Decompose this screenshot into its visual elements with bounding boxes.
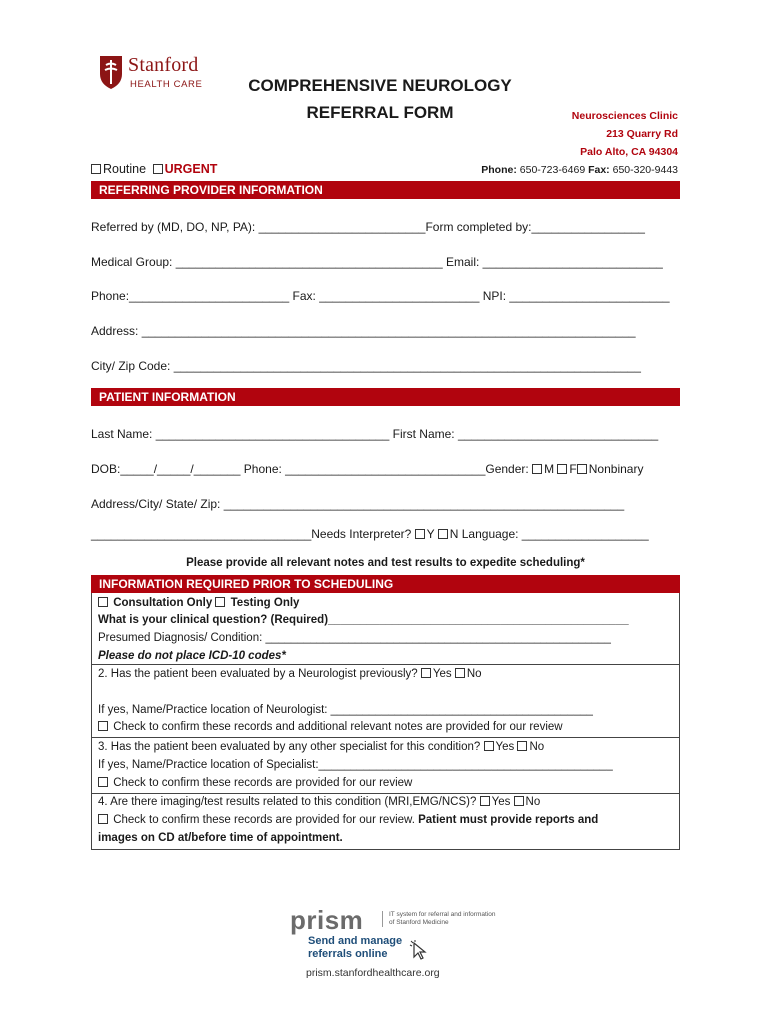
logo-word-healthcare: HEALTH CARE	[130, 79, 203, 90]
q3-location-field[interactable]: If yes, Name/Practice location of Specialist:______________________________________________	[98, 759, 613, 771]
stanford-shield-icon	[98, 54, 124, 90]
q3-yes-label: Yes	[495, 741, 518, 753]
gender-m-label: M	[544, 462, 558, 476]
q2-no-label: No	[466, 668, 482, 680]
interpreter-yes-checkbox[interactable]	[415, 529, 425, 539]
q2-confirm-checkbox[interactable]	[98, 721, 108, 731]
prism-wordmark: prism	[290, 905, 364, 935]
prism-tagline: IT system for referral and information of Stanford Medicine	[382, 911, 499, 927]
testing-checkbox[interactable]	[215, 597, 225, 607]
q4-yes-checkbox[interactable]	[480, 796, 490, 806]
routine-checkbox[interactable]	[91, 164, 101, 174]
q4-text: 4. Are there imaging/test results related to this condition (MRI,EMG/NCS)?	[98, 796, 480, 808]
clinic-name: Neurosciences Clinic	[571, 110, 678, 122]
q4-check-row	[98, 814, 598, 826]
q4-bold-note: Patient must provide reports and	[418, 814, 599, 826]
patient-dob-row	[91, 462, 643, 476]
prism-logo[interactable]	[290, 905, 496, 985]
diagnosis-field[interactable]: Presumed Diagnosis/ Condition: ______________________________________________________	[98, 632, 611, 644]
interpreter-row	[91, 527, 649, 541]
consult-label: Consultation Only	[113, 597, 213, 609]
q4-confirm-label: Check to confirm these records are provided for our review.	[113, 814, 419, 826]
medical-group-field[interactable]: Medical Group: ________________________________________ Email: ___________________________	[91, 255, 663, 269]
q4-bold-note-2: images on CD at/before time of appointment.	[98, 832, 343, 844]
q4-row	[98, 796, 540, 808]
q4-confirm-checkbox[interactable]	[98, 814, 108, 824]
q2-yes-label: Yes	[432, 668, 455, 680]
q2-confirm-label: Check to confirm these records and additional relevant notes are provided for our review	[113, 721, 563, 733]
q3-no-checkbox[interactable]	[517, 741, 527, 751]
phone-label: Phone:	[481, 164, 517, 176]
logo-word-stanford: Stanford	[128, 54, 199, 76]
section-header-patient: PATIENT INFORMATION	[91, 388, 680, 406]
provider-address-field[interactable]: Address: __________________________________________________________________________	[91, 324, 636, 338]
language-field[interactable]: N Language: ___________________	[449, 527, 649, 541]
gender-f-checkbox[interactable]	[557, 464, 567, 474]
routine-label: Routine	[103, 162, 147, 176]
priority-options	[91, 162, 217, 176]
q4-no-label: No	[525, 796, 541, 808]
dob-phone-field[interactable]: DOB:_____/_____/_______ Phone: ______________________________Gender:	[91, 462, 533, 476]
form-title-line1: COMPREHENSIVE NEUROLOGY	[248, 76, 512, 95]
consult-checkbox[interactable]	[98, 597, 108, 607]
phone-number: 650-723-6469	[519, 164, 586, 176]
gender-nb-checkbox[interactable]	[577, 464, 587, 474]
fax-number: 650-320-9443	[612, 164, 678, 176]
q3-no-label: No	[529, 741, 545, 753]
fax-label: Fax:	[588, 164, 610, 176]
clinic-city: Palo Alto, CA 94304	[580, 146, 678, 158]
q3-text: 3. Has the patient been evaluated by any other specialist for this condition?	[98, 741, 484, 753]
referred-by-field[interactable]: Referred by (MD, DO, NP, PA): _________________________Form completed by:_________________	[91, 220, 645, 234]
urgent-checkbox[interactable]	[153, 164, 163, 174]
clinic-contact	[481, 164, 678, 176]
interpreter-yes-label: Y	[426, 527, 438, 541]
q2-check-row	[98, 721, 563, 733]
provider-phone-field[interactable]: Phone:________________________ Fax: ________________________ NPI: ________________________	[91, 289, 670, 303]
q2-no-checkbox[interactable]	[455, 668, 465, 678]
stanford-logo	[98, 54, 223, 94]
gender-m-checkbox[interactable]	[532, 464, 542, 474]
prism-send-line2: referrals online	[308, 948, 388, 960]
form-title-line2: REFERRAL FORM	[306, 103, 454, 122]
interpreter-prefix: _________________________________Needs Interpreter?	[91, 527, 415, 541]
section-header-provider: REFERRING PROVIDER INFORMATION	[91, 181, 680, 199]
q3-confirm-label: Check to confirm these records are provided for our review	[113, 777, 413, 789]
gender-f-label: F	[569, 462, 577, 476]
cursor-click-icon	[408, 939, 430, 961]
divider	[91, 737, 680, 738]
prism-send-text	[308, 935, 402, 961]
testing-label: Testing Only	[230, 597, 300, 609]
q2-row	[98, 668, 482, 680]
q2-location-field[interactable]: If yes, Name/Practice location of Neurologist: _________________________________________	[98, 704, 593, 716]
q2-yes-checkbox[interactable]	[421, 668, 431, 678]
interpreter-no-checkbox[interactable]	[438, 529, 448, 539]
provider-city-field[interactable]: City/ Zip Code: ______________________________________________________________________	[91, 359, 641, 373]
prism-send-line1: Send and manage	[308, 935, 403, 947]
scheduling-note: Please provide all relevant notes and test results to expedite scheduling*	[186, 557, 585, 569]
patient-address-field[interactable]: Address/City/ State/ Zip: ____________________________________________________________	[91, 497, 625, 511]
patient-name-field[interactable]: Last Name: ___________________________________ First Name: ______________________________	[91, 427, 659, 441]
q4-no-checkbox[interactable]	[514, 796, 524, 806]
q4-yes-label: Yes	[491, 796, 514, 808]
q3-yes-checkbox[interactable]	[484, 741, 494, 751]
consult-testing-row	[98, 597, 299, 609]
clinical-question-field[interactable]: What is your clinical question? (Required)_______________________________________________	[98, 614, 629, 626]
divider	[91, 664, 680, 665]
urgent-label: URGENT	[164, 162, 218, 176]
q3-confirm-checkbox[interactable]	[98, 777, 108, 787]
divider	[91, 793, 680, 794]
prism-url[interactable]: prism.stanfordhealthcare.org	[306, 967, 440, 979]
q3-check-row	[98, 777, 412, 789]
clinic-street: 213 Quarry Rd	[606, 128, 678, 140]
icd-note: Please do not place ICD-10 codes*	[98, 650, 286, 662]
q2-text: 2. Has the patient been evaluated by a Neurologist previously?	[98, 668, 421, 680]
gender-nb-label: Nonbinary	[588, 462, 644, 476]
q3-row	[98, 741, 544, 753]
section-header-scheduling: INFORMATION REQUIRED PRIOR TO SCHEDULING	[91, 575, 680, 593]
